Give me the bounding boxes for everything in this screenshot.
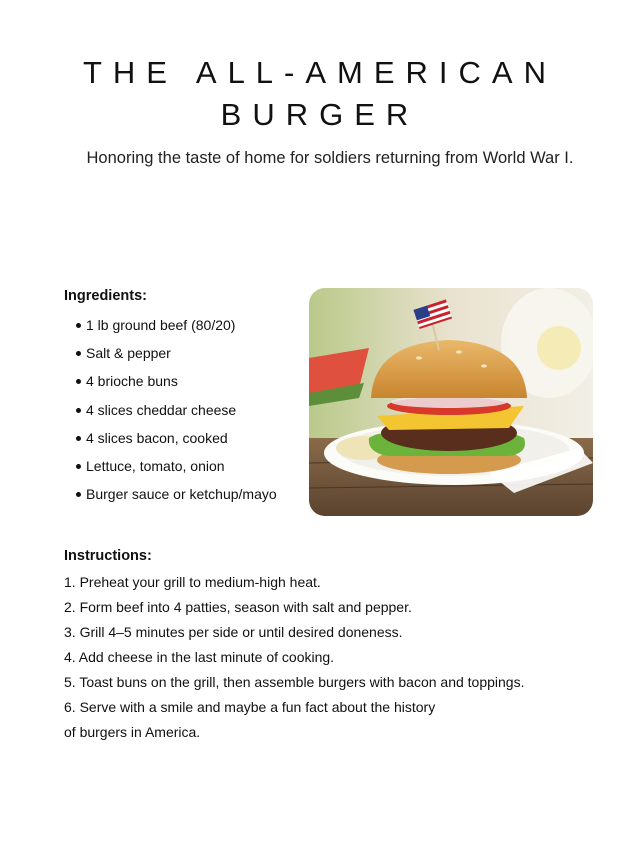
page-title: THE ALL-AMERICAN BURGER [82, 55, 557, 132]
burger-photo [309, 288, 593, 516]
ingredients-heading: Ingredients: [64, 288, 147, 304]
burger-illustration-icon [309, 288, 593, 516]
instruction-step: of burgers in America. [64, 724, 201, 740]
page-subtitle: Honoring the taste of home for soldiers returning from World War I. [86, 149, 574, 167]
list-item: 4 slices bacon, cooked [64, 427, 277, 455]
instruction-step: 5. Toast buns on the grill, then assemble burgers with bacon and toppings. [64, 674, 525, 690]
instruction-step: 6. Serve with a smile and maybe a fun fact about the history [64, 699, 436, 715]
instruction-step: 3. Grill 4–5 minutes per side or until desired doneness. [64, 624, 403, 640]
instructions-heading: Instructions: [64, 548, 152, 564]
list-item: Lettuce, tomato, onion [64, 455, 277, 483]
list-item: Salt & pepper [64, 342, 277, 370]
instruction-step: 4. Add cheese in the last minute of cooking. [64, 649, 335, 665]
instructions-list [64, 571, 524, 746]
list-item: 4 slices cheddar cheese [64, 399, 277, 427]
list-item: Burger sauce or ketchup/mayo [64, 483, 277, 511]
list-item: 1 lb ground beef (80/20) [64, 314, 277, 342]
instruction-step: 1. Preheat your grill to medium-high heat. [64, 574, 321, 590]
instruction-step: 2. Form beef into 4 patties, season with salt and pepper. [64, 599, 412, 615]
list-item: 4 brioche buns [64, 370, 277, 398]
ingredients-list [64, 314, 277, 511]
